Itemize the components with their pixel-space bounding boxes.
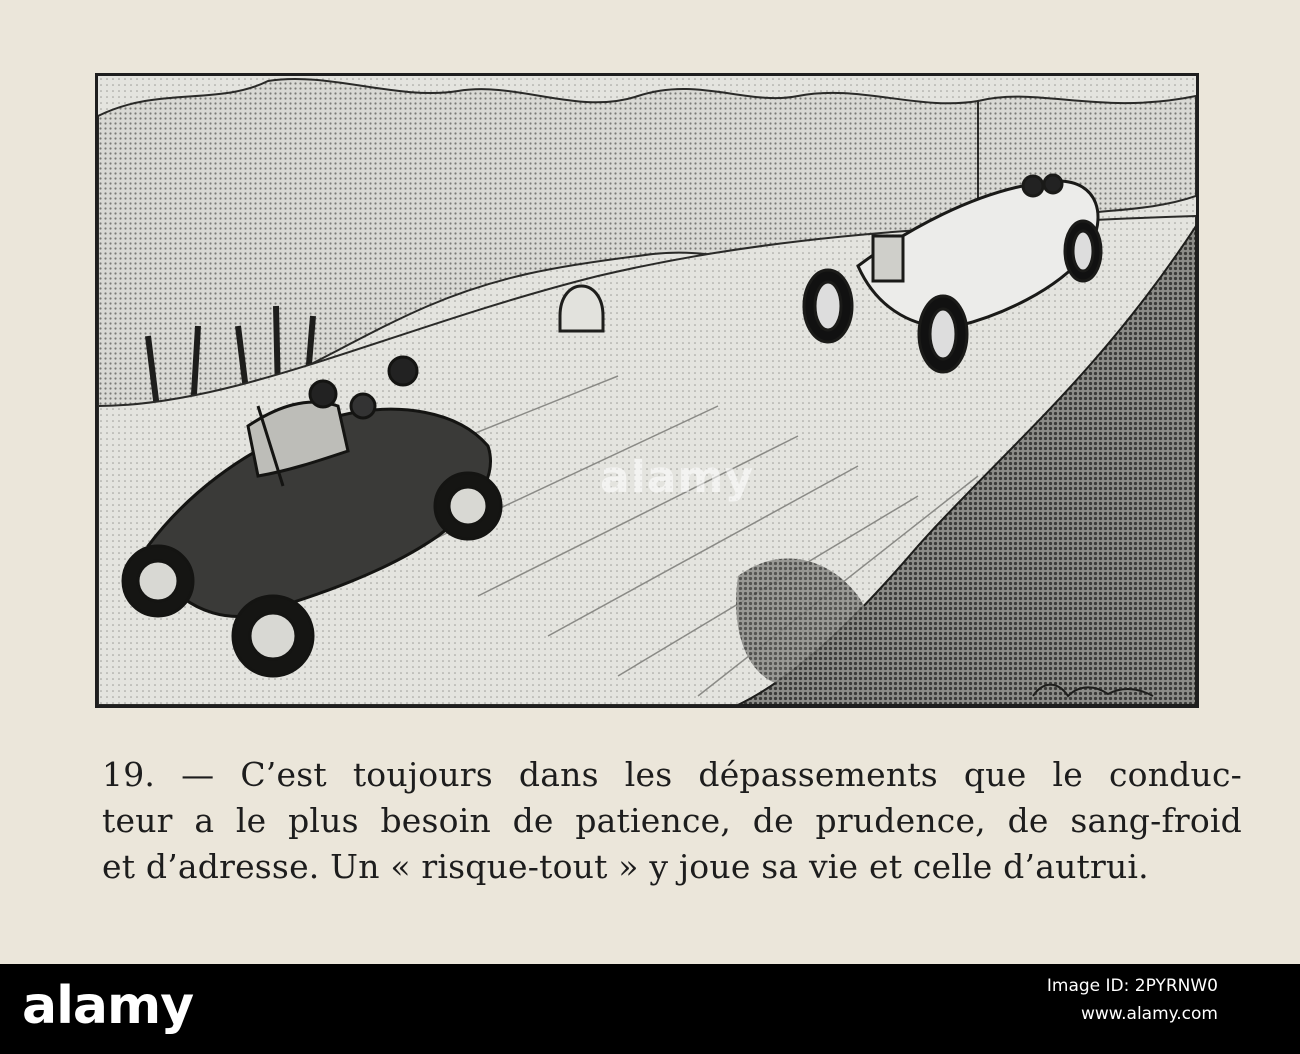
milestone (560, 286, 603, 331)
image-id: Image ID: 2PYRNW0 (1046, 976, 1218, 996)
road-illustration (95, 73, 1199, 708)
site-link[interactable]: www.alamy.com (1080, 1004, 1218, 1024)
brand-logo[interactable]: alamy (22, 976, 194, 1036)
caption-line-1: 19. — C’est toujours dans les dépassements que le conduc- (102, 755, 1242, 794)
caption-line-3: et d’adresse. Un « risque-tout » y joue sa vie et celle d’autrui. (102, 847, 1149, 886)
stock-footer (0, 964, 1300, 1054)
illustration-drawing (98, 76, 1196, 705)
caption (102, 752, 1242, 890)
watermark: alamy (600, 452, 754, 503)
caption-line-2: teur a le plus besoin de patience, de prudence, de sang-froid (102, 801, 1242, 840)
